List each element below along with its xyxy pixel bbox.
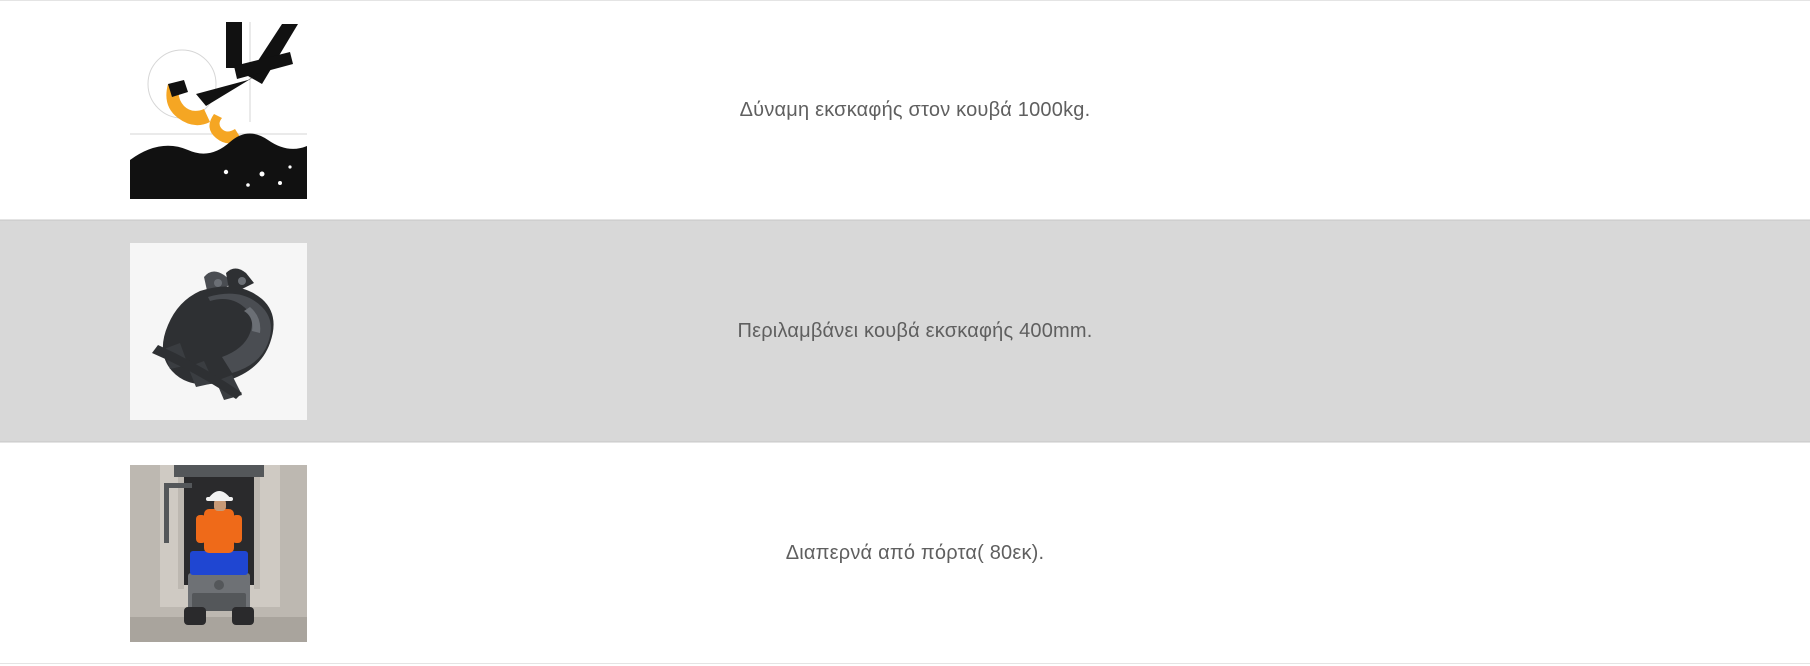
feature-text: Περιλαμβάνει κουβά εκσκαφής 400mm.: [737, 320, 1093, 342]
feature-text: Διαπερνά από πόρτα( 80εκ).: [785, 542, 1045, 564]
table-row: [0, 442, 1810, 664]
table-row: [0, 220, 1810, 442]
excavator-bucket-photo-image: [130, 243, 307, 420]
feature-text-cell: [430, 1, 1810, 219]
feature-text-cell: [430, 221, 1810, 441]
feature-text-cell: [430, 443, 1810, 663]
machine-through-doorway-photo-image: [130, 465, 307, 642]
feature-image-cell: [0, 221, 430, 441]
excavator-illustration-image: [130, 22, 307, 199]
feature-image-cell: [0, 1, 430, 219]
table-row: [0, 0, 1810, 220]
feature-image-cell: [0, 443, 430, 663]
feature-text: Δύναμη εκσκαφής στον κουβά 1000kg.: [739, 99, 1091, 121]
